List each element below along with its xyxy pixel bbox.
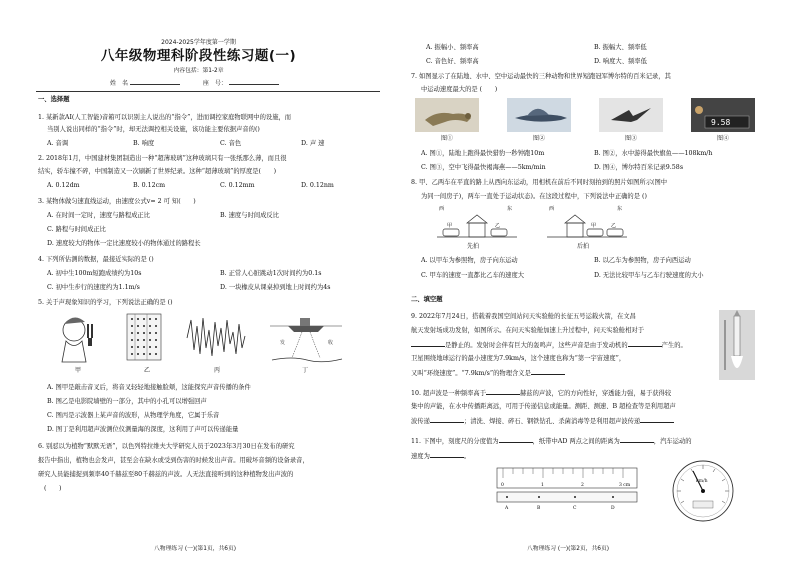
seat-label: 座 号： — [202, 80, 227, 87]
q10-text-b: 赫兹的声波，它的方向性好，穿透能力强，易于获得较 — [520, 390, 672, 397]
fig-speedometer — [669, 457, 737, 525]
q7-figures — [415, 98, 755, 134]
q6-option-a[interactable]: A. 振幅小、频率高 — [426, 44, 479, 51]
q10-text-a: 10. 超声波是一种频率高于 — [411, 390, 486, 397]
svg-text:A: A — [505, 506, 509, 511]
q8-fig-label-after: 后拍 — [577, 243, 590, 250]
q11-text-b: ，纸带中AD 两点之间的距离为 — [532, 438, 620, 445]
q2-line2: 结实，轿车撞不碎，中国制造又一次刷新了世界纪录。这种“超薄玻璃”的厚度是( ) — [38, 168, 277, 175]
q10-blank-1[interactable] — [486, 389, 520, 395]
section-fill: 二、填空题 — [411, 296, 443, 303]
q7-line2: 中运动速度最大的是 ( ) — [421, 86, 498, 93]
q10-text-c: 波传递 — [411, 418, 430, 425]
q8-option-a[interactable]: A. 以甲车为参照物，房子向东运动 — [421, 257, 518, 264]
q9-line2: 航天发射场成功发射，如图所示。在问天实验舱加速上升过程中，问天实验舱相对于 — [411, 327, 644, 334]
name-label: 姓 名 — [110, 80, 129, 87]
fig-sailfish — [507, 98, 571, 132]
q1-option-c[interactable]: C. 音色 — [220, 140, 242, 147]
q10-blank-3[interactable] — [640, 417, 674, 423]
svg-text:东: 东 — [617, 206, 623, 212]
seat-field[interactable] — [229, 84, 279, 85]
svg-text:C: C — [573, 506, 577, 511]
q5-option-b[interactable]: B. 图乙是电影院墙壁的一部分，其中的小孔可以增强回声 — [47, 398, 207, 405]
q2-option-d[interactable]: D. 0.12nm — [301, 182, 334, 189]
q9-line5-text: 又叫“环绕速度”。“7.9km/s”的物理含义是 — [411, 370, 531, 377]
q4-stem: 4. 下列所估测的数据，最接近实际的是 () — [38, 256, 154, 263]
q7-fig-label-2: 图② — [533, 135, 546, 142]
q4-option-d[interactable]: D. 一块橡皮从课桌掉到地上时间约为4s — [220, 284, 331, 291]
q2-option-c[interactable]: C. 0.12mm — [220, 182, 255, 189]
q3-stem: 3. 某物体做匀速直线运动，由速度公式v= 2 可 知( ) — [38, 198, 196, 205]
q8-fig-label-before: 先拍 — [467, 243, 480, 250]
exam-term: 2024-2025学年度第一学期 — [161, 39, 236, 46]
q4-option-b[interactable]: B. 正常人心脏跳动1次时间约为0.1s — [220, 270, 322, 277]
q3-option-a[interactable]: A. 在时间一定时，速度与路程成正比 — [47, 212, 151, 219]
q11-blank-2[interactable] — [620, 437, 654, 443]
q2-option-b[interactable]: B. 0.12cm — [133, 182, 166, 189]
q1-option-a[interactable]: A. 音调 — [47, 140, 69, 147]
q2-option-a[interactable]: A. 0.12dm — [47, 182, 80, 189]
svg-text:3 cm: 3 cm — [619, 483, 631, 488]
svg-text:甲: 甲 — [447, 223, 453, 229]
q11-text-d: 速度为 — [411, 453, 430, 460]
q4-option-a[interactable]: A. 初中生100m短跑成绩约为10s — [47, 270, 142, 277]
q11-text-c: ，汽车运动的 — [653, 438, 692, 445]
q5-stem: 5. 关于声现象知识的学习，下列说法正确的是 () — [38, 299, 173, 306]
q4-option-c[interactable]: C. 初中生步行的速度约为1.1m/s — [47, 284, 140, 291]
footer-page2: 八物理练习 (一)(第2页，共6页) — [527, 546, 610, 553]
q11-line2: 速度为 。 — [411, 453, 471, 460]
q3-option-d[interactable]: D. 速度较大的物体一定比速度较小的物体通过的路程长 — [47, 240, 201, 247]
q5-fig-label-yi: 乙 — [144, 367, 151, 374]
q8-line2: 为同一间房子)，两车一直处于运动状态)。在这段过程中，下列说法中正确的是 () — [421, 193, 647, 200]
q9-blank-2[interactable] — [628, 341, 662, 347]
svg-text:1: 1 — [541, 483, 544, 488]
q6-option-d[interactable]: D. 响度大、频率低 — [594, 58, 647, 65]
q8-option-b[interactable]: B. 以乙车为参照物，房子向西运动 — [594, 257, 691, 264]
q8-option-c[interactable]: C. 甲车的速度一直都比乙车的速度大 — [421, 272, 525, 279]
q11-blank-1[interactable] — [499, 437, 533, 443]
footer-page1: 八物理练习 (一)(第1页，共6页) — [154, 546, 237, 553]
q6-line1: 6. 别怼以为植物“默默无语”，以色列特拉维夫大学研究人员于2023年3月30日在发布的研究 — [38, 443, 295, 450]
speedometer-unit: km/h — [696, 479, 708, 484]
q9-line1: 9. 2022年7月24日，搭载着我国空间站问天实验舱的长征五号运载火箭，在文昌 — [411, 313, 636, 320]
q5-fig-label-jia: 甲 — [75, 367, 82, 374]
fig-after — [547, 205, 627, 237]
svg-text:0: 0 — [501, 483, 504, 488]
q1-option-b[interactable]: B. 响度 — [133, 140, 155, 147]
q5-option-a[interactable]: A. 图甲是敲击音叉后，将音叉轻轻地接触脸颊，这能探究声音传播的条件 — [47, 384, 251, 391]
exam-scope: 内容包括：第1-2章 — [173, 68, 224, 74]
q9-line4: 卫星围绕地球运行的最小速度为7.9km/s，这个速度也称为“第一宇宙速度”， — [411, 355, 626, 362]
q9-line5 — [411, 369, 565, 377]
q1-line2: 当别人说出同样的“指令”时，却无法调控相关设施，该功能主要依据声音的() — [47, 126, 260, 133]
section-choice: 一、选择题 — [38, 96, 70, 103]
fig-swift — [599, 98, 663, 132]
q1-line1: 1. 某新款AI(人工智能)音箱可以识别主人说出的“指令”，进而调控家庭物联网中的设施，而 — [38, 114, 292, 121]
q9-line3 — [411, 341, 687, 349]
svg-text:东: 东 — [507, 206, 513, 212]
svg-text:乙: 乙 — [611, 223, 617, 229]
name-row — [110, 81, 279, 88]
q3-option-b[interactable]: B. 速度与时间成反比 — [220, 212, 280, 219]
fig-bolt-record — [691, 98, 755, 132]
q11-line1 — [411, 437, 692, 445]
fig-perforated-wall — [127, 314, 161, 360]
svg-text:9.58: 9.58 — [711, 118, 731, 127]
q5-option-c[interactable]: C. 图丙是示波器上某声音的波形，从物理学角度，它属于乐音 — [47, 412, 220, 419]
svg-text:D: D — [611, 506, 615, 511]
fig-rocket — [719, 310, 755, 380]
q7-fig-label-1: 图① — [441, 135, 454, 142]
q5-option-d[interactable]: D. 图丁是利用超声波测位仪测量海的深度，这利用了声可以传递能量 — [47, 426, 239, 433]
svg-text:乙: 乙 — [495, 223, 501, 229]
q9-line3-text: 是静止的。发射时会伴有巨大的轰鸣声，这些声音是由于发动机的 — [445, 342, 628, 349]
q6-option-b[interactable]: B. 振幅大、频率低 — [594, 44, 647, 51]
q9-blank-3[interactable] — [531, 369, 565, 375]
q2-line1: 2. 2018年1月，中国建材集团制造出一种“超薄玻璃”这种玻璃只有一张纸那么薄，而且很 — [38, 155, 287, 162]
fig-cheetah — [415, 98, 479, 132]
q6-line2: 报告中指出，植物也会发声，甚至会在缺水或受到伤害的时候发出声音。用破坏音频的设备录音， — [38, 457, 309, 464]
svg-text:2: 2 — [581, 483, 584, 488]
q7-option-a[interactable]: A. 图①，陆地上跑得最快猎豹一秒钟跑10m — [421, 150, 545, 157]
q6-line4: ( ) — [44, 485, 62, 492]
q5-fig-label-bing: 丙 — [214, 367, 221, 374]
q10-line1 — [411, 389, 671, 397]
fig-ruler-tape — [493, 462, 643, 522]
page-right — [397, 0, 794, 561]
name-field[interactable] — [130, 84, 180, 85]
q10-line2: 集中的声能，在水中传播距离远，可用于传递信息或能量。测距、测速、B 超检查等是利用超声 — [411, 403, 676, 410]
svg-text:西: 西 — [549, 206, 555, 212]
q7-option-c[interactable]: C. 图③，空中飞得最快褐海燕——5km/min — [421, 164, 546, 171]
q7-fig-label-4: 图④ — [717, 135, 730, 142]
header-rule — [36, 91, 380, 92]
q7-option-b[interactable]: B. 图②，水中游得最快旗鱼——108km/h — [594, 150, 713, 157]
exam-title: 八年级物理科阶段性练习题(一) — [100, 48, 297, 64]
svg-text:西: 西 — [439, 206, 445, 212]
fig-person-tuning-fork — [62, 317, 93, 362]
q10-text-d: ；清洗、焊接、碎石、钢铁钻孔、杀菌消毒等是利用超声波传递 — [463, 418, 641, 425]
svg-text:收: 收 — [328, 340, 334, 346]
q6-line3: 研究人员能捕捉到频率40千赫兹至80千赫兹的声波。人无法直接听到的这种植物发出声波的 — [38, 471, 294, 478]
q11-blank-3[interactable] — [430, 452, 464, 458]
q11-text-a: 11. 下图中，刻度尺的分度值为 — [411, 438, 499, 445]
q10-blank-2[interactable] — [430, 417, 464, 423]
q8-option-d[interactable]: D. 无法比较甲车与乙车行驶速度的大小 — [594, 272, 704, 279]
q8-figures — [437, 203, 637, 243]
q7-line1: 7. 如图显示了在陆地、水中、空中运动最快的三种动物和世界短跑冠军博尔特的百米记录，其 — [411, 73, 671, 80]
q1-option-d[interactable]: D. 声 速 — [301, 140, 325, 147]
q5-figures — [52, 310, 362, 366]
q9-blank-1[interactable] — [411, 341, 445, 347]
q7-fig-label-3: 图③ — [625, 135, 638, 142]
q8-line1: 8. 甲、乙两车在平直的路上从西向东运动，用相机在前后不同时刻拍到的照片如图所示(图中 — [411, 179, 668, 186]
fig-before — [437, 205, 517, 237]
q10-line3 — [411, 417, 674, 425]
q7-option-d[interactable]: D. 图④，博尔特百米记录9.58s — [594, 164, 684, 171]
fig-waveform — [187, 318, 245, 356]
svg-text:发: 发 — [280, 340, 286, 346]
q6-option-c[interactable]: C. 音色好、频率高 — [426, 58, 479, 65]
q9-line3-tail: 产生的。 — [661, 342, 687, 349]
q5-fig-label-ding: 丁 — [302, 367, 309, 374]
fig-sonar-ship — [270, 318, 342, 362]
svg-text:B: B — [537, 506, 541, 511]
q3-option-c[interactable]: C. 路程与时间成正比 — [47, 226, 106, 233]
svg-text:甲: 甲 — [591, 223, 597, 229]
